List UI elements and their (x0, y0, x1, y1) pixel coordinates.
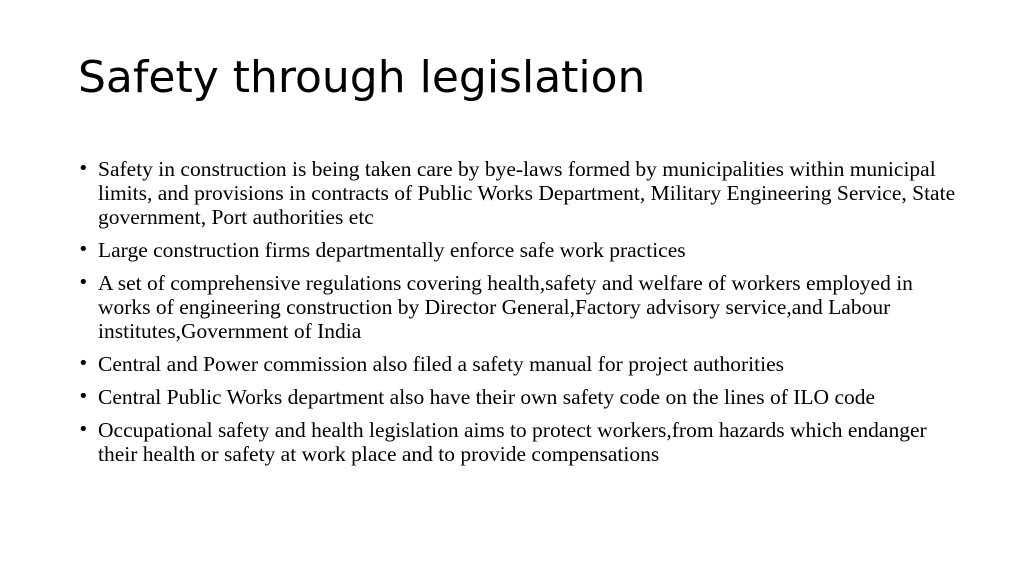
bullet-dot-icon: • (78, 386, 89, 407)
bullet-text: Central and Power commission also filed a safety manual for project authorities (98, 352, 785, 376)
slide-title: Safety through legislation (78, 52, 646, 103)
bullet-item (78, 385, 958, 409)
bullet-dot-icon: • (78, 239, 89, 260)
bullet-dot-icon: • (78, 353, 89, 374)
bullet-text: A set of comprehensive regulations covering health,safety and welfare of workers employed in works of engineering construction by Director General,Factory advisory service,and Labour institutes,Government of India (98, 271, 913, 343)
bullet-item (78, 271, 958, 343)
bullet-text: Central Public Works department also have their own safety code on the lines of ILO code (98, 385, 876, 409)
bullet-item (78, 238, 958, 262)
bullet-text: Large construction firms departmentally enforce safe work practices (98, 238, 686, 262)
bullet-dot-icon: • (78, 272, 89, 293)
bullet-dot-icon: • (78, 419, 89, 440)
bullet-dot-icon: • (78, 158, 89, 179)
bullet-item (78, 157, 958, 229)
bullet-list (78, 157, 958, 475)
bullet-item (78, 418, 958, 466)
bullet-text: Safety in construction is being taken care by bye-laws formed by municipalities within municipal limits, and provisions in contracts of Public Works Department, Military Engineering Service, State government, Port authorities etc (98, 157, 956, 229)
bullet-item (78, 352, 958, 376)
bullet-text: Occupational safety and health legislation aims to protect workers,from hazards which endanger their health or safety at work place and to provide compensations (98, 418, 927, 466)
